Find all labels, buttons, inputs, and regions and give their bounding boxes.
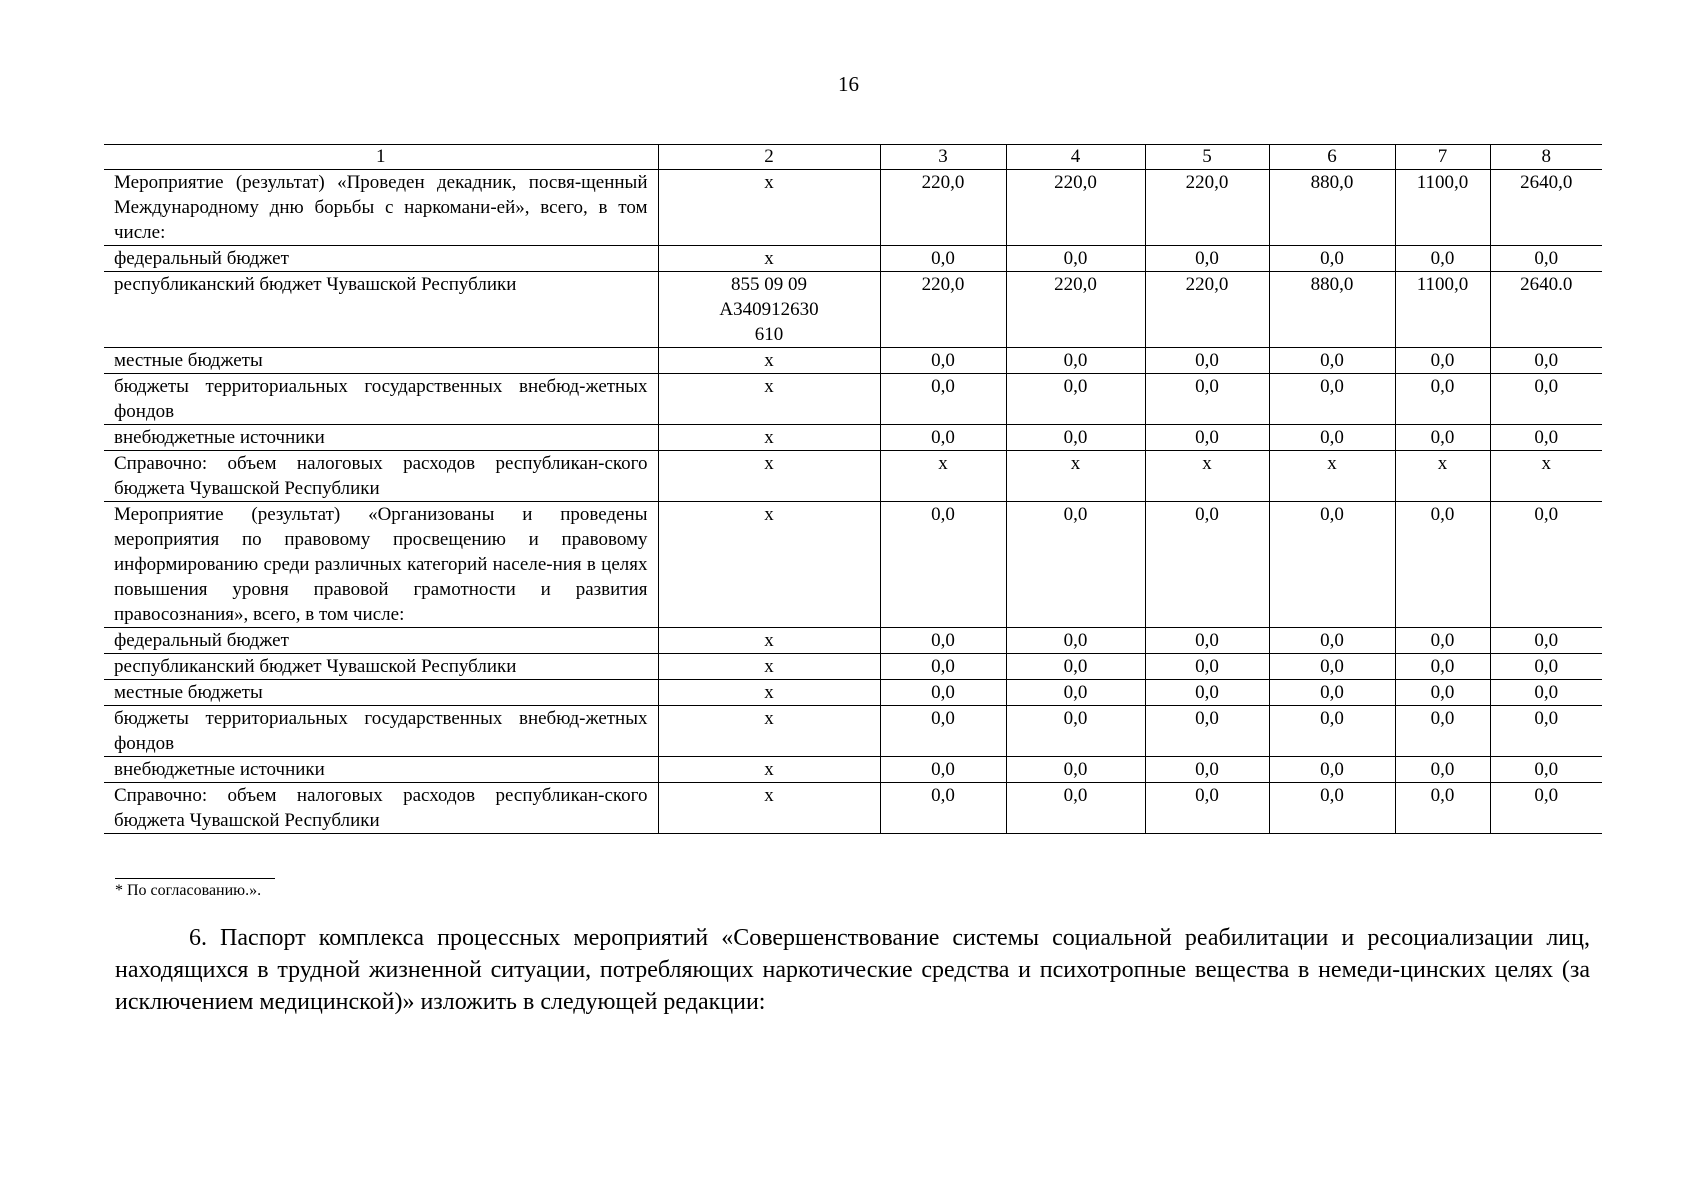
amount-cell: 0,0 bbox=[1269, 348, 1395, 374]
budget-table bbox=[104, 144, 1602, 834]
row-description: федеральный бюджет bbox=[104, 246, 658, 272]
row-description: Мероприятие (результат) «Организованы и проведены мероприятия по правовому просвещению и правовому информированию среди различных категорий населе-ния в целях повышения уровня правовой грамотности и развития правосознания», всего, в том числе: bbox=[104, 502, 658, 628]
amount-cell: 0,0 bbox=[1145, 706, 1269, 757]
budget-code-cell: х bbox=[658, 680, 880, 706]
amount-cell: 0,0 bbox=[1490, 348, 1602, 374]
row-description: Мероприятие (результат) «Проведен декадник, посвя-щенный Международному дню борьбы с наркомани-ей», всего, в том числе: bbox=[104, 170, 658, 246]
table-row bbox=[104, 654, 1602, 680]
amount-cell: 0,0 bbox=[1269, 680, 1395, 706]
amount-cell: 0,0 bbox=[1269, 757, 1395, 783]
amount-cell: 0,0 bbox=[1006, 348, 1145, 374]
amount-cell: 0,0 bbox=[1145, 783, 1269, 834]
amount-cell: 0,0 bbox=[1269, 425, 1395, 451]
amount-cell: 0,0 bbox=[1006, 628, 1145, 654]
table-row bbox=[104, 706, 1602, 757]
table-header-row bbox=[104, 145, 1602, 170]
budget-code-cell: х bbox=[658, 706, 880, 757]
amount-cell: 0,0 bbox=[1395, 628, 1490, 654]
column-number: 6 bbox=[1269, 145, 1395, 170]
amount-cell: 0,0 bbox=[1145, 246, 1269, 272]
budget-code-cell: х bbox=[658, 348, 880, 374]
amount-cell: 0,0 bbox=[1490, 783, 1602, 834]
amount-cell: 0,0 bbox=[1006, 783, 1145, 834]
amount-cell: 0,0 bbox=[880, 680, 1006, 706]
amount-cell: 0,0 bbox=[1490, 425, 1602, 451]
amount-cell: х bbox=[1145, 451, 1269, 502]
amount-cell: 0,0 bbox=[1395, 374, 1490, 425]
amount-cell: 0,0 bbox=[1006, 374, 1145, 425]
amount-cell: 0,0 bbox=[1395, 502, 1490, 628]
column-number: 5 bbox=[1145, 145, 1269, 170]
budget-code-cell: х bbox=[658, 757, 880, 783]
amount-cell: 0,0 bbox=[1490, 706, 1602, 757]
amount-cell: 0,0 bbox=[1145, 502, 1269, 628]
amount-cell: 0,0 bbox=[1006, 654, 1145, 680]
section-paragraph: 6. Паспорт комплекса процессных мероприятий «Совершенствование системы социальной реабилитации и ресоциализации лиц, находящихся в трудной жизненной ситуации, потребляющих наркотические средства и психотропные вещества в немеди-цинских целях (за исключением медицинской)» изложить в следующей редакции: bbox=[115, 925, 1590, 1015]
budget-code-cell: х bbox=[658, 654, 880, 680]
amount-cell: 0,0 bbox=[1145, 348, 1269, 374]
amount-cell: х bbox=[1269, 451, 1395, 502]
table-row bbox=[104, 348, 1602, 374]
column-number: 7 bbox=[1395, 145, 1490, 170]
amount-cell: 0,0 bbox=[1145, 757, 1269, 783]
amount-cell: 0,0 bbox=[1269, 783, 1395, 834]
amount-cell: 0,0 bbox=[1269, 502, 1395, 628]
row-description: бюджеты территориальных государственных внебюд-жетных фондов bbox=[104, 374, 658, 425]
amount-cell: 0,0 bbox=[1006, 680, 1145, 706]
amount-cell: 0,0 bbox=[1395, 706, 1490, 757]
budget-code-cell: х bbox=[658, 170, 880, 246]
amount-cell: х bbox=[1490, 451, 1602, 502]
amount-cell: 0,0 bbox=[1269, 246, 1395, 272]
amount-cell: 0,0 bbox=[1006, 502, 1145, 628]
table-row bbox=[104, 783, 1602, 834]
amount-cell: 0,0 bbox=[1269, 654, 1395, 680]
amount-cell: х bbox=[1395, 451, 1490, 502]
amount-cell: 0,0 bbox=[1395, 783, 1490, 834]
amount-cell: 0,0 bbox=[880, 783, 1006, 834]
budget-code-line: А340912630 bbox=[719, 299, 819, 320]
amount-cell: 220,0 bbox=[1006, 170, 1145, 246]
column-number: 2 bbox=[658, 145, 880, 170]
amount-cell: 0,0 bbox=[1395, 425, 1490, 451]
amount-cell: 0,0 bbox=[880, 246, 1006, 272]
budget-code-cell: х bbox=[658, 425, 880, 451]
amount-cell: 0,0 bbox=[880, 654, 1006, 680]
amount-cell: 220,0 bbox=[1145, 170, 1269, 246]
budget-code-cell: х bbox=[658, 246, 880, 272]
amount-cell: 0,0 bbox=[1145, 628, 1269, 654]
amount-cell: 0,0 bbox=[1145, 654, 1269, 680]
amount-cell: 0,0 bbox=[1006, 757, 1145, 783]
budget-code-cell: х bbox=[658, 451, 880, 502]
amount-cell: 2640,0 bbox=[1490, 170, 1602, 246]
amount-cell: 0,0 bbox=[1395, 757, 1490, 783]
table-row bbox=[104, 757, 1602, 783]
amount-cell: 0,0 bbox=[880, 757, 1006, 783]
amount-cell: 0,0 bbox=[1006, 425, 1145, 451]
row-description: местные бюджеты bbox=[104, 348, 658, 374]
table-row bbox=[104, 374, 1602, 425]
row-description: бюджеты территориальных государственных внебюд-жетных фондов bbox=[104, 706, 658, 757]
budget-code-line: 855 09 09 bbox=[731, 274, 807, 295]
page-number: 16 bbox=[838, 72, 859, 96]
amount-cell: 1100,0 bbox=[1395, 170, 1490, 246]
amount-cell: 0,0 bbox=[1269, 706, 1395, 757]
amount-cell: 0,0 bbox=[1006, 706, 1145, 757]
amount-cell: 0,0 bbox=[1395, 654, 1490, 680]
row-description: федеральный бюджет bbox=[104, 628, 658, 654]
table-body bbox=[104, 145, 1602, 834]
amount-cell: 220,0 bbox=[880, 272, 1006, 348]
column-number: 1 bbox=[104, 145, 658, 170]
row-description: Справочно: объем налоговых расходов республикан-ского бюджета Чувашской Республики bbox=[104, 451, 658, 502]
amount-cell: 220,0 bbox=[1006, 272, 1145, 348]
column-number: 4 bbox=[1006, 145, 1145, 170]
table-row bbox=[104, 502, 1602, 628]
row-description: местные бюджеты bbox=[104, 680, 658, 706]
table-row bbox=[104, 680, 1602, 706]
row-description: внебюджетные источники bbox=[104, 425, 658, 451]
amount-cell: 0,0 bbox=[1145, 680, 1269, 706]
amount-cell: 0,0 bbox=[880, 628, 1006, 654]
amount-cell: 0,0 bbox=[1490, 374, 1602, 425]
table-row bbox=[104, 246, 1602, 272]
budget-code-cell: х bbox=[658, 374, 880, 425]
amount-cell: 0,0 bbox=[880, 425, 1006, 451]
amount-cell: х bbox=[880, 451, 1006, 502]
column-number: 3 bbox=[880, 145, 1006, 170]
amount-cell: 220,0 bbox=[1145, 272, 1269, 348]
table-row bbox=[104, 425, 1602, 451]
amount-cell: 0,0 bbox=[1395, 348, 1490, 374]
amount-cell: 0,0 bbox=[1395, 246, 1490, 272]
amount-cell: 2640.0 bbox=[1490, 272, 1602, 348]
amount-cell: 0,0 bbox=[1490, 246, 1602, 272]
amount-cell: 0,0 bbox=[880, 502, 1006, 628]
budget-code-cell: х bbox=[658, 502, 880, 628]
amount-cell: 0,0 bbox=[1269, 374, 1395, 425]
row-description: внебюджетные источники bbox=[104, 757, 658, 783]
row-description: Справочно: объем налоговых расходов республикан-ского бюджета Чувашской Республики bbox=[104, 783, 658, 834]
amount-cell: 0,0 bbox=[1145, 425, 1269, 451]
amount-cell: 880,0 bbox=[1269, 170, 1395, 246]
amount-cell: 0,0 bbox=[1490, 757, 1602, 783]
table-row bbox=[104, 272, 1602, 348]
table-row bbox=[104, 170, 1602, 246]
amount-cell: 0,0 bbox=[1490, 628, 1602, 654]
budget-code-cell bbox=[658, 272, 880, 348]
amount-cell: 880,0 bbox=[1269, 272, 1395, 348]
amount-cell: х bbox=[1006, 451, 1145, 502]
column-number: 8 bbox=[1490, 145, 1602, 170]
budget-code-line: 610 bbox=[754, 324, 784, 345]
table-row bbox=[104, 628, 1602, 654]
budget-code-cell: х bbox=[658, 783, 880, 834]
amount-cell: 0,0 bbox=[880, 706, 1006, 757]
amount-cell: 0,0 bbox=[1490, 502, 1602, 628]
amount-cell: 0,0 bbox=[1145, 374, 1269, 425]
footnote-divider bbox=[115, 878, 275, 879]
amount-cell: 0,0 bbox=[1006, 246, 1145, 272]
table-row bbox=[104, 451, 1602, 502]
amount-cell: 0,0 bbox=[1395, 680, 1490, 706]
amount-cell: 0,0 bbox=[880, 348, 1006, 374]
amount-cell: 220,0 bbox=[880, 170, 1006, 246]
amount-cell: 0,0 bbox=[1490, 680, 1602, 706]
amount-cell: 0,0 bbox=[880, 374, 1006, 425]
row-description: республиканский бюджет Чувашской Республики bbox=[104, 654, 658, 680]
amount-cell: 0,0 bbox=[1490, 654, 1602, 680]
amount-cell: 1100,0 bbox=[1395, 272, 1490, 348]
amount-cell: 0,0 bbox=[1269, 628, 1395, 654]
footnote: * По согласованию.». bbox=[115, 882, 262, 899]
row-description: республиканский бюджет Чувашской Республики bbox=[104, 272, 658, 348]
budget-code-cell: х bbox=[658, 628, 880, 654]
